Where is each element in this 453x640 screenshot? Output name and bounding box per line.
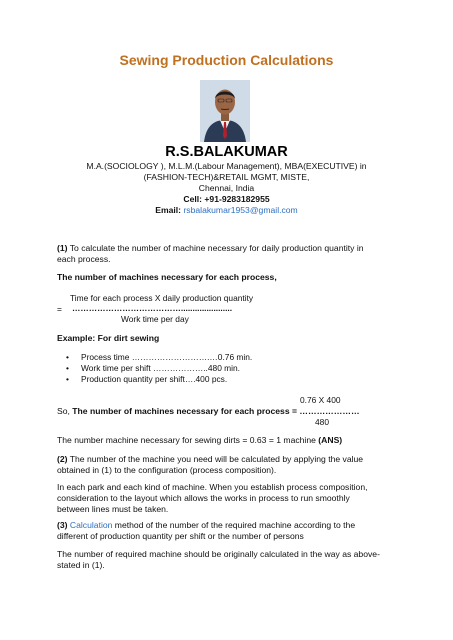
section-3-line-1 [57,520,407,531]
email-line [40,205,413,215]
section-1-number: (1) [57,243,68,253]
qualifications-line-2: (FASHION-TECH)&RETAIL MGMT, MISTE, [143,172,310,182]
machines-heading: The number of machines necessary for each process, [57,272,277,282]
author-name: R.S.BALAKUMAR [165,144,288,160]
example-bullet-list [57,352,407,385]
example-heading: Example: For dirt sewing [57,333,160,343]
section-1-line-2: each process. [57,254,111,264]
calc-so: So, [57,406,73,416]
author-photo [200,80,250,142]
formula-equals: = [57,304,62,314]
email-link[interactable]: rsbalakumar1953@gmail.com [183,205,298,215]
calc-bold-text: The number of machines necessary for each process = ………………… [72,406,360,416]
city-line: Chennai, India [198,183,255,193]
calc-line [57,406,417,417]
calc-denominator: 480 [315,417,329,427]
calculation-link[interactable]: Calculation [69,520,113,530]
section-3-line-2: different of production quantity per shift or the number of persons [57,531,304,541]
result-ans: (ANS) [318,435,343,445]
section-2-line-2: obtained in (1) to the configuration (process composition). [57,465,277,475]
paragraph-5-line-1: The number of required machine should be originally calculated in the way as above- [57,549,380,559]
cell-label: Cell: [183,194,202,204]
bullet-work-time: • Work time per shift ………………..480 min. [57,363,407,374]
bullet-process-time: • Process time ……………………….…0.76 min. [57,352,407,363]
result-text: The number machine necessary for sewing dirts = 0.63 = 1 machine [57,435,319,445]
section-2-number: (2) [57,454,68,464]
author-portrait-image [200,80,250,142]
result-line [57,435,417,446]
paragraph-3-line-3: between lines must be taken. [57,504,169,514]
cell-line [40,194,413,204]
email-label: Email: [155,205,182,215]
section-2-line-1 [57,454,407,465]
formula-dots: …………………………………...................... [72,303,233,313]
document-title: Sewing Production Calculations [119,52,334,68]
formula-numerator: Time for each process X daily production quantity [70,293,254,303]
calc-numerator: 0.76 X 400 [300,395,341,405]
paragraph-3 [57,482,407,515]
paragraph-3-line-1: In each park and each kind of machine. When you establish process composition, [57,482,368,492]
section-1-paragraph [57,243,407,265]
section-1-line-1 [57,243,407,254]
paragraph-3-line-2: consideration to the layout which allows the works in process to run smoothly [57,493,350,503]
formula-denominator: Work time per day [121,314,189,324]
section-2-text: The number of the machine you need will be calculated by applying the value [67,454,364,464]
section-3-paragraph [57,520,407,542]
bullet-production-quantity: • Production quantity per shift….400 pcs. [57,374,407,385]
section-3-number: (3) [57,520,68,530]
cell-value: +91-9283182955 [204,194,270,204]
section-1-text: To calculate the number of machine necessary for daily production quantity in [67,243,364,253]
section-3-text: method of the number of the required machine according to the [112,520,356,530]
paragraph-5-line-2: stated in (1). [57,560,105,570]
section-2-paragraph [57,454,407,476]
qualifications-line-1: M.A.(SOCIOLOGY ), M.L.M.(Labour Management), MBA(EXECUTIVE) in [86,161,367,171]
paragraph-5 [57,549,407,571]
